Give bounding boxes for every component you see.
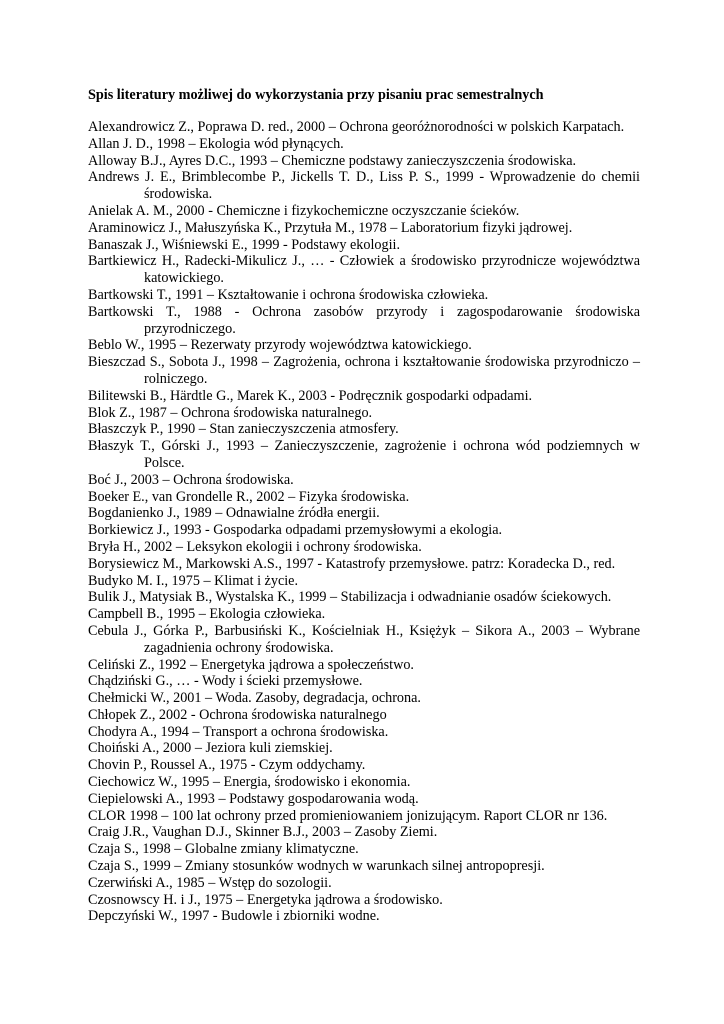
- bibliography-entry: Choiński A., 2000 – Jeziora kuli ziemskiej.: [88, 740, 333, 757]
- bibliography-entry: Boć J., 2003 – Ochrona środowiska.: [88, 471, 294, 488]
- bibliography-entry: Alexandrowicz Z., Poprawa D. red., 2000 – Ochrona georóżnorodności w polskich Karpatach.: [88, 119, 625, 135]
- bibliography-entry: Celiński Z., 1992 – Energetyka jądrowa a społeczeństwo.: [88, 656, 414, 673]
- bibliography-entry: Chełmicki W., 2001 – Woda. Zasoby, degradacja, ochrona.: [88, 690, 421, 707]
- bibliography-entry: CLOR 1998 – 100 lat ochrony przed promieniowaniem jonizującym. Raport CLOR nr 136.: [88, 807, 608, 824]
- bibliography-entry: Craig J.R., Vaughan D.J., Skinner B.J., 2003 – Zasoby Ziemi.: [88, 824, 438, 841]
- bibliography-entry: Araminowicz J., Małuszyńska K., Przytuła M., 1978 – Laboratorium fizyki jądrowej.: [88, 219, 573, 236]
- bibliography-entry: Borkiewicz J., 1993 - Gospodarka odpadami przemysłowymi a ekologia.: [88, 522, 503, 539]
- bibliography-entry: Bilitewski B., Härdtle G., Marek K., 2003 - Podręcznik gospodarki odpadami.: [88, 387, 533, 404]
- bibliography-entry: Cebula J., Górka P., Barbusiński K., Kościelniak H., Księżyk – Sikora A., 2003 – Wybrane zagadnienia ochrony środowiska.: [88, 622, 640, 656]
- bibliography-entry: Błaszyk T., Górski J., 1993 – Zanieczyszczenie, zagrożenie i ochrona wód podziemnych w Polsce.: [88, 438, 640, 471]
- bibliography-entry: Ciechowicz W., 1995 – Energia, środowisko i ekonomia.: [88, 774, 411, 791]
- bibliography-entry: Beblo W., 1995 – Rezerwaty przyrody województwa katowickiego.: [88, 337, 472, 354]
- bibliography-entry: Bieszczad S., Sobota J., 1998 – Zagrożenia, ochrona i kształtowanie środowiska przyrodniczo – rolniczego.: [88, 354, 640, 387]
- bibliography-entry: Chodyra A., 1994 – Transport a ochrona środowiska.: [88, 723, 389, 740]
- bibliography-entry: Alloway B.J., Ayres D.C., 1993 – Chemiczne podstawy zanieczyszczenia środowiska.: [88, 152, 577, 169]
- bibliography-list: [88, 119, 640, 925]
- bibliography-entry: Bogdanienko J., 1989 – Odnawialne źródła energii.: [88, 505, 380, 522]
- bibliography-entry: Czaja S., 1998 – Globalne zmiany klimatyczne.: [88, 841, 359, 858]
- bibliography-entry: Chłopek Z., 2002 - Ochrona środowiska naturalnego: [88, 706, 387, 723]
- bibliography-entry: Czosnowscy H. i J., 1975 – Energetyka jądrowa a środowisko.: [88, 891, 443, 908]
- bibliography-entry: Bryła H., 2002 – Leksykon ekologii i ochrony środowiska.: [88, 538, 422, 555]
- bibliography-entry: Budyko M. I., 1975 – Klimat i życie.: [88, 572, 299, 589]
- bibliography-entry: Bulik J., Matysiak B., Wystalska K., 1999 – Stabilizacja i odwadnianie osadów ściekowych.: [88, 589, 612, 606]
- bibliography-entry: Andrews J. E., Brimblecombe P., Jickells T. D., Liss P. S., 1999 - Wprowadzenie do chemii środowiska.: [88, 169, 640, 203]
- bibliography-entry: Czaja S., 1999 – Zmiany stosunków wodnych w warunkach silnej antropopresji.: [88, 858, 545, 875]
- bibliography-entry: Ciepielowski A., 1993 – Podstawy gospodarowania wodą.: [88, 790, 419, 807]
- bibliography-entry: Depczyński W., 1997 - Budowle i zbiorniki wodne.: [88, 908, 380, 925]
- bibliography-entry: Czerwiński A., 1985 – Wstęp do sozologii.: [88, 874, 332, 891]
- bibliography-entry: Błaszczyk P., 1990 – Stan zanieczyszczenia atmosfery.: [88, 421, 399, 438]
- bibliography-entry: Anielak A. M., 2000 - Chemiczne i fizykochemiczne oczyszczanie ścieków.: [88, 202, 520, 219]
- bibliography-entry: Boeker E., van Grondelle R., 2002 – Fizyka środowiska.: [88, 488, 410, 505]
- bibliography-entry: Borysiewicz M., Markowski A.S., 1997 - Katastrofy przemysłowe. patrz: Koradecka D., red.: [88, 555, 616, 572]
- bibliography-entry: Bartkowski T., 1991 – Kształtowanie i ochrona środowiska człowieka.: [88, 286, 489, 303]
- bibliography-entry: Bartkiewicz H., Radecki-Mikulicz J., … - Człowiek a środowisko przyrodnicze województwa katowickiego.: [88, 253, 640, 287]
- bibliography-entry: Blok Z., 1987 – Ochrona środowiska naturalnego.: [88, 404, 373, 421]
- bibliography-entry: Chądziński G., … - Wody i ścieki przemysłowe.: [88, 673, 363, 690]
- bibliography-entry: Campbell B., 1995 – Ekologia człowieka.: [88, 606, 326, 623]
- document-title: Spis literatury możliwej do wykorzystania przy pisaniu prac semestralnych: [88, 87, 544, 103]
- bibliography-entry: Banaszak J., Wiśniewski E., 1999 - Podstawy ekologii.: [88, 236, 401, 253]
- bibliography-entry: Chovin P., Roussel A., 1975 - Czym oddychamy.: [88, 757, 366, 774]
- bibliography-entry: Allan J. D., 1998 – Ekologia wód płynących.: [88, 135, 344, 152]
- bibliography-entry: Bartkowski T., 1988 - Ochrona zasobów przyrody i zagospodarowanie środowiska przyrodniczego.: [88, 303, 640, 337]
